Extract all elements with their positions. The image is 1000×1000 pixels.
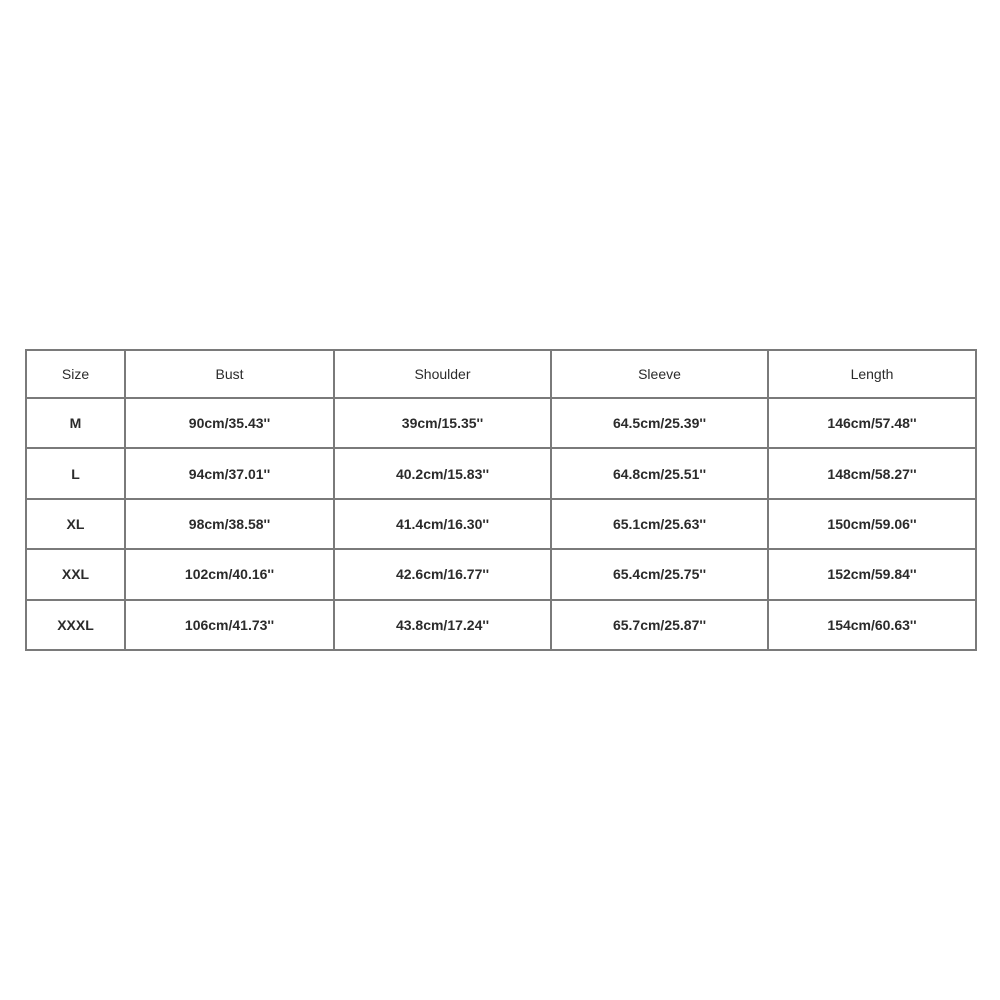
table-row [26, 448, 976, 498]
cell-bust: 94cm/37.01'' [125, 448, 334, 498]
header-size: Size [26, 350, 125, 398]
cell-length: 146cm/57.48'' [768, 398, 976, 448]
table-row [26, 549, 976, 599]
cell-bust: 98cm/38.58'' [125, 499, 334, 549]
cell-bust: 90cm/35.43'' [125, 398, 334, 448]
cell-sleeve: 65.4cm/25.75'' [551, 549, 768, 599]
cell-bust: 106cm/41.73'' [125, 600, 334, 650]
table-header-row [26, 350, 976, 398]
table-row [26, 499, 976, 549]
cell-shoulder: 41.4cm/16.30'' [334, 499, 551, 549]
cell-size: XXXL [26, 600, 125, 650]
cell-size: XXL [26, 549, 125, 599]
cell-length: 152cm/59.84'' [768, 549, 976, 599]
cell-sleeve: 64.8cm/25.51'' [551, 448, 768, 498]
cell-length: 154cm/60.63'' [768, 600, 976, 650]
table-row [26, 398, 976, 448]
cell-sleeve: 64.5cm/25.39'' [551, 398, 768, 448]
cell-size: XL [26, 499, 125, 549]
cell-size: L [26, 448, 125, 498]
header-sleeve: Sleeve [551, 350, 768, 398]
cell-shoulder: 40.2cm/15.83'' [334, 448, 551, 498]
header-shoulder: Shoulder [334, 350, 551, 398]
cell-length: 148cm/58.27'' [768, 448, 976, 498]
cell-length: 150cm/59.06'' [768, 499, 976, 549]
cell-bust: 102cm/40.16'' [125, 549, 334, 599]
cell-shoulder: 42.6cm/16.77'' [334, 549, 551, 599]
cell-shoulder: 39cm/15.35'' [334, 398, 551, 448]
size-chart-table [25, 349, 977, 651]
header-bust: Bust [125, 350, 334, 398]
table-row [26, 600, 976, 650]
cell-size: M [26, 398, 125, 448]
header-length: Length [768, 350, 976, 398]
cell-sleeve: 65.1cm/25.63'' [551, 499, 768, 549]
cell-sleeve: 65.7cm/25.87'' [551, 600, 768, 650]
cell-shoulder: 43.8cm/17.24'' [334, 600, 551, 650]
